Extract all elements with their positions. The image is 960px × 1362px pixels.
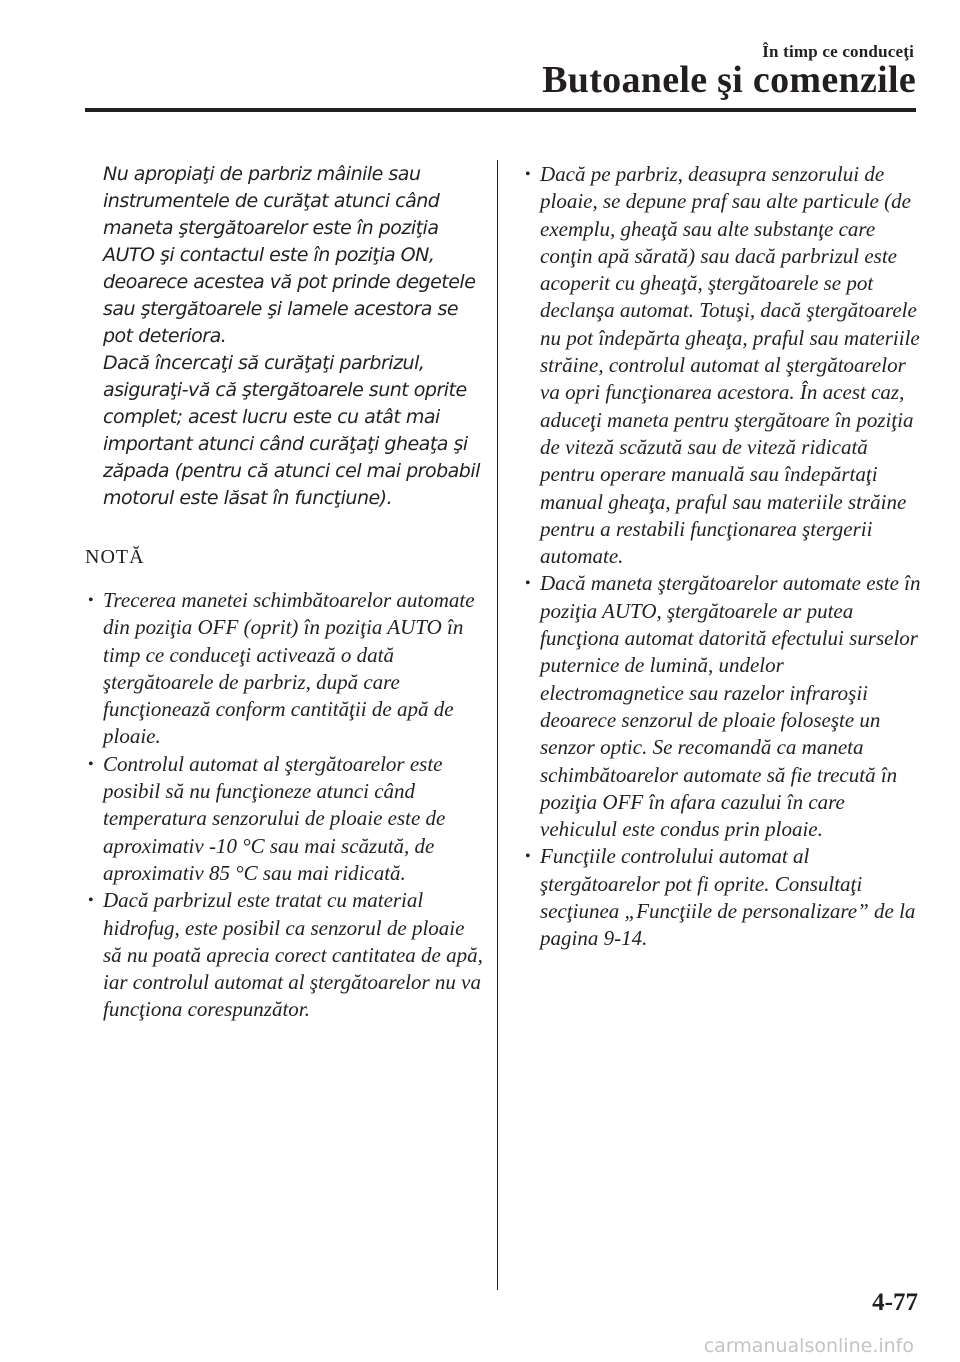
note-item-text: Controlul automat al ştergătoarelor este posibil să nu funcţioneze atunci când temperatura senzorului de ploaie este de aproximativ -10 °C sau mai scăzută, de aproximativ 85 °C sau mai ridicată. — [103, 751, 446, 885]
note-item-text: Trecerea manetei schimbătoarelor automate din poziţia OFF (oprit) în poziţia AUTO în timp ce conduceţi activează o dată ştergătoarele de parbriz, după care funcţionează conform cantităţii de apă de ploaie. — [103, 588, 475, 749]
note-item — [85, 587, 483, 751]
note-item — [522, 843, 922, 952]
note-item — [522, 570, 922, 843]
warning-paragraph: Dacă încercaţi să curăţaţi parbrizul, asiguraţi-vă că ştergătoarele sunt oprite complet; acest lucru este cu atât mai important atunci când curăţaţi gheaţa şi zăpada (pentru că atunci cel mai probabil motorul este lăsat în funcţiune). — [103, 352, 480, 509]
section-label: În timp ce conduceţi — [762, 42, 914, 61]
bullet-icon: • — [525, 848, 531, 866]
note-heading: NOTĂ — [85, 546, 145, 568]
note-item — [85, 887, 483, 1023]
warning-text — [85, 161, 483, 512]
note-item-text: Dacă maneta ştergătoarelor automate este în poziţia AUTO, ştergătoarele ar putea funcţiona automat datorită efectului surselor puternice de lumină, undelor electromagnetice sau razelor infraroşii deoarece senzorul de ploaie foloseşte un senzor optic. Se recomandă ca maneta schimbătoarelor automate să fie trecută în poziţia OFF în afara cazului în care vehiculul este condus prin ploaie. — [540, 571, 921, 842]
note-item-text: Dacă parbrizul este tratat cu material hidrofug, este posibil ca senzorul de ploaie să nu poată aprecia corect cantitatea de apă, iar controlul automat al ştergătoarelor nu va funcţiona corespunzător. — [103, 888, 483, 1022]
right-column — [522, 161, 922, 953]
bullet-icon: • — [525, 575, 531, 593]
left-column — [85, 161, 483, 1024]
column-divider — [497, 160, 498, 1290]
page-title: Butoanele şi comenzile — [542, 59, 916, 101]
note-list — [522, 161, 922, 953]
watermark: carmanualsonline.info — [703, 1335, 914, 1357]
page-number: 4-77 — [872, 1289, 918, 1316]
note-item — [522, 161, 922, 570]
bullet-icon: • — [88, 755, 94, 773]
note-item-text: Funcţiile controlului automat al ştergătoarelor pot fi oprite. Consultaţi secţiunea „Funcţiile de personalizare” de la pagina 9-14. — [540, 844, 916, 951]
bullet-icon: • — [525, 166, 531, 183]
note-list — [85, 587, 483, 1024]
note-item-text: Dacă pe parbriz, deasupra senzorului de ploaie, se depune praf sau alte particule (de exemplu, gheaţă sau alte substanţe care conţin apă sărată) sau dacă parbrizul este acoperit cu gheaţă, ştergătoarele se pot declanşa automat. Totuşi, dacă ştergătoarele nu pot îndepărta gheaţa, praful sau materiile străine, controlul automat al ştergătoarelor va opri funcţionarea acestora. În acest caz, aduceţi maneta pentru ştergătoare în poziţia de viteză scăzută sau de viteză ridicată pentru operare manuală sau îndepărtaţi manual gheaţa, praful sau materiile străine pentru a restabili funcţionarea ştergerii automate. — [540, 162, 920, 569]
header-divider — [85, 108, 916, 112]
bullet-icon: • — [88, 592, 94, 609]
warning-paragraph: Nu apropiaţi de parbriz mâinile sau instrumentele de curăţat atunci când maneta ştergătoarelor este în poziţia AUTO şi contactul este în poziţia ON, deoarece acestea vă pot prinde degetele sau ştergătoarele şi lamele acestora se pot deteriora. — [103, 163, 476, 347]
note-item — [85, 751, 483, 887]
bullet-icon: • — [88, 892, 94, 910]
